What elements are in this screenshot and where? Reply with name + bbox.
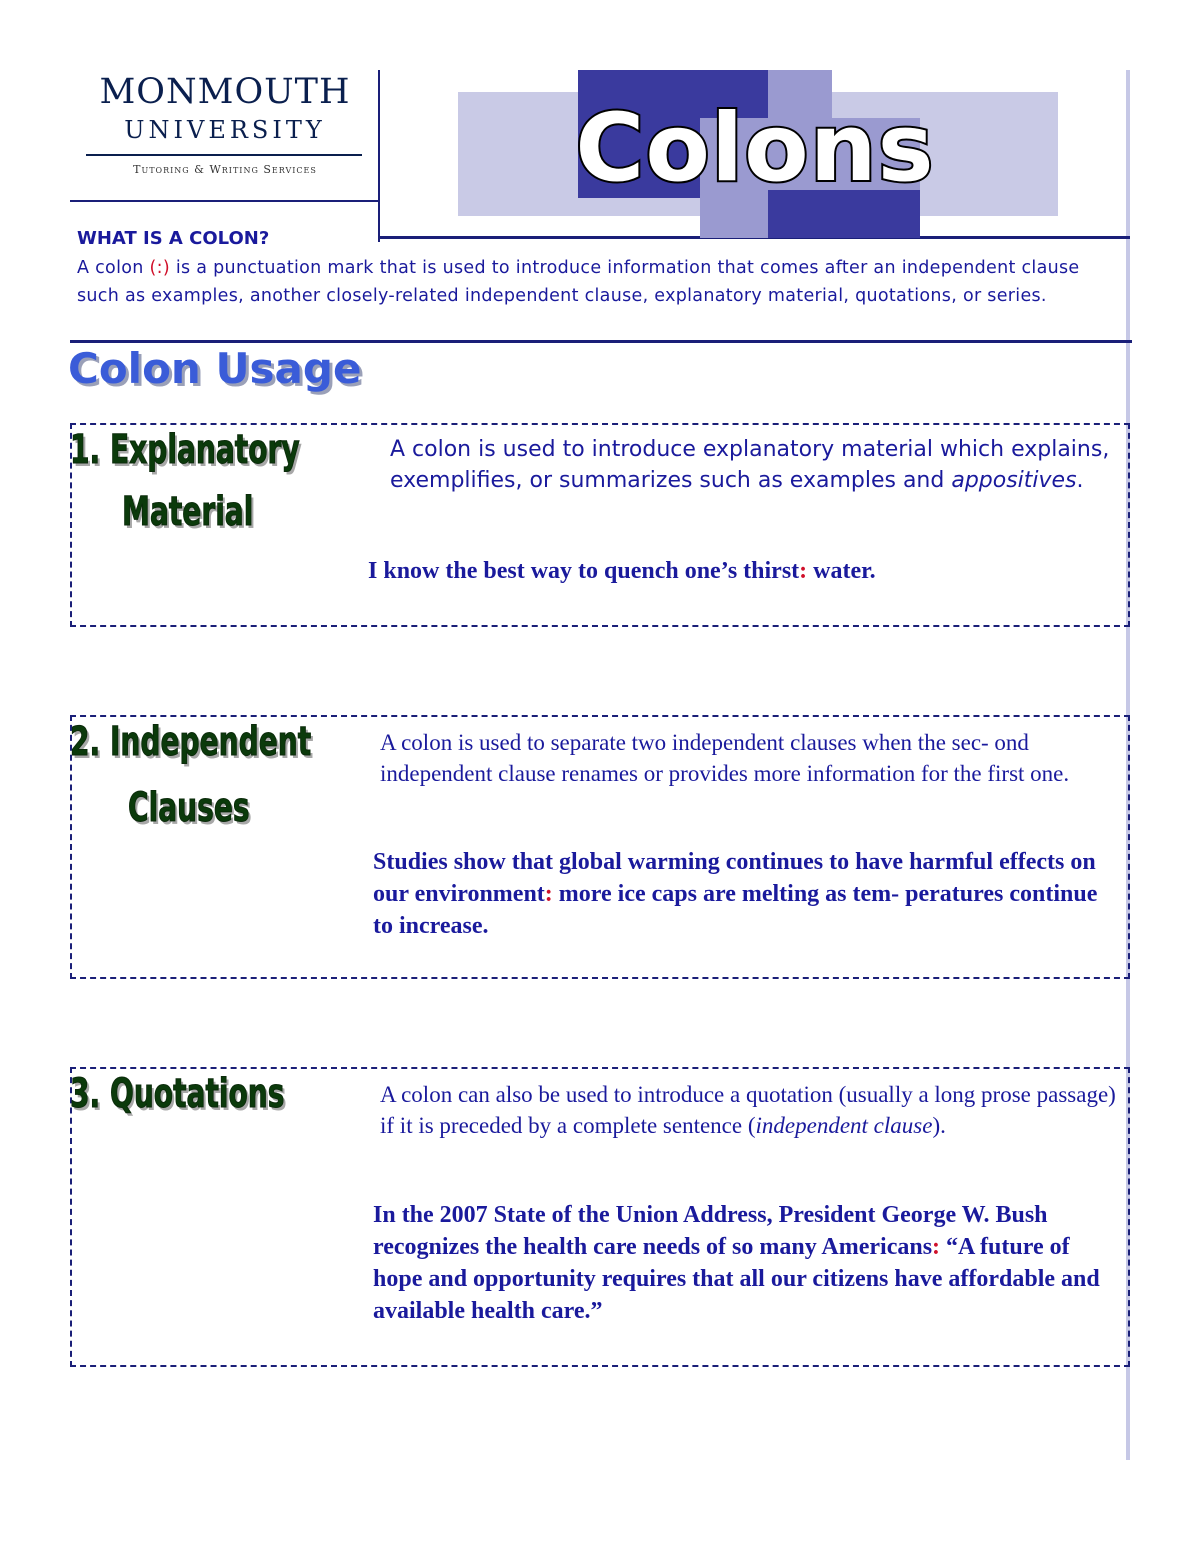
intro-heading: WHAT IS A COLON? <box>77 228 270 249</box>
section-example-explanatory <box>368 558 876 585</box>
section-desc-quotations <box>380 1079 1120 1141</box>
desc-text-end: ). <box>932 1113 946 1138</box>
example-colon: : <box>799 558 808 584</box>
logo-line-university: UNIVERSITY <box>124 116 326 144</box>
example-text: In the 2007 State of the Union Address, President George W. Bush recognizes the health care needs of so many Americans <box>373 1202 1048 1260</box>
desc-text: A colon is used to introduce explanatory material which explains, exemplifies, or summarizes such as examples and <box>390 437 1110 493</box>
page-title: Colons <box>575 94 935 203</box>
logo-line-monmouth: MONMOUTH <box>99 72 351 112</box>
section-title-explanatory: 1. Explanatory <box>70 427 300 473</box>
section-title-independent: 2. Independent <box>70 719 312 765</box>
section-title-quotations: 3. Quotations <box>70 1071 285 1117</box>
intro-body-post: is a punctuation mark that is used to introduce information that comes after an independent clause such as examples, another closely-related independent clause, explanatory material, quotations, or series. <box>77 258 1080 306</box>
logo-divider <box>86 154 362 156</box>
desc-text-end: . <box>1076 468 1084 493</box>
usage-title: Colon Usage <box>68 344 362 393</box>
section-divider <box>70 340 1132 343</box>
intro-body-pre: A colon <box>77 258 150 278</box>
desc-text: A colon can also be used to introduce a quotation (usually a long prose passage) if it is preceded by a complete sentence ( <box>380 1082 1116 1138</box>
section-title-explanatory-line2: Material <box>122 489 254 535</box>
example-colon: : <box>932 1234 941 1260</box>
section-title-independent-line2: Clauses <box>128 785 250 831</box>
intro-body <box>77 254 1122 310</box>
header-rule-left <box>70 200 380 202</box>
example-text: I know the best way to quench one’s thirst <box>368 558 800 584</box>
section-desc-independent: A colon is used to separate two independent clauses when the sec- ond independent clause renames or provides more information for the first one. <box>380 730 1070 786</box>
example-text-end: “A future of hope and opportunity requires that all our citizens have affordable and available health care.” <box>373 1234 1100 1324</box>
section-example-quotations <box>373 1199 1123 1327</box>
example-text: Studies show that global warming continues to have harmful effects on our environment <box>373 849 1096 907</box>
example-text-end: more ice caps are melting as tem- peratures continue to increase. <box>373 881 1098 939</box>
example-text-end: water. <box>807 558 876 584</box>
desc-italic: appositives <box>951 468 1077 493</box>
section-desc-explanatory <box>390 434 1130 496</box>
header-vertical-rule <box>378 70 380 242</box>
logo-line-services: Tutoring & Writing Services <box>133 163 317 176</box>
section-example-independent <box>373 846 1113 942</box>
desc-italic: independent clause <box>755 1113 933 1138</box>
colon-mark: (:) <box>149 258 170 278</box>
example-colon: : <box>544 881 553 907</box>
